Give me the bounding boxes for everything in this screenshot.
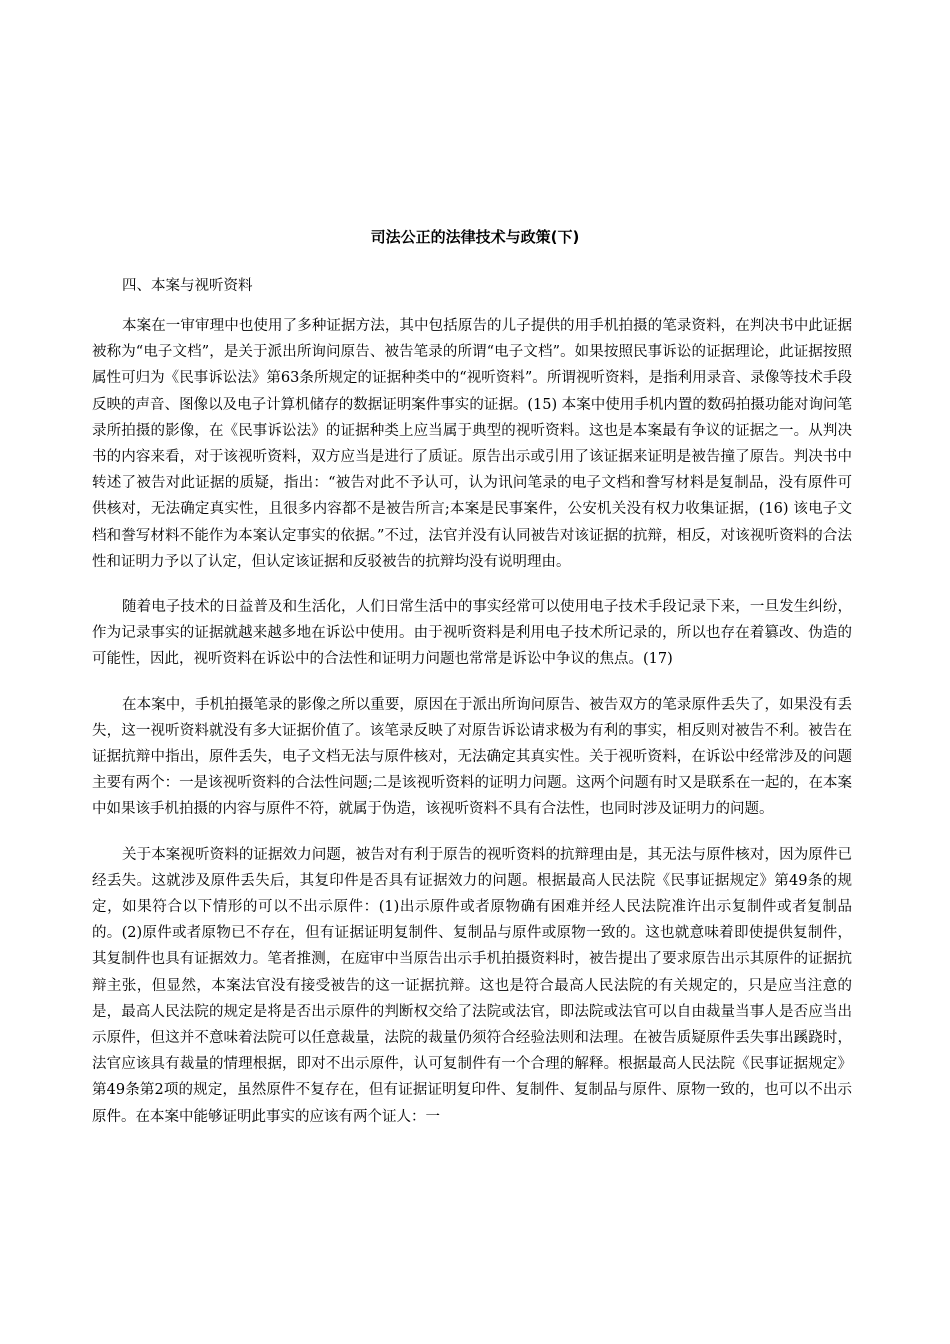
document-title: 司法公正的法律技术与政策(下) (370, 228, 580, 246)
paragraph-1: 本案在一审审理中也使用了多种证据方法，其中包括原告的儿子提供的用手机拍摄的笔录资料，在判决书中此证据被称为“电子文档”，是关于派出所询问原告、被告笔录的所谓“电子文档”。如果按照民事诉讼的证据理论，此证据按照属性可归为《民事诉讼法》第63条所规定的证据种类中的“视听资料”。所谓视听资料，是指利用录音、录像等技术手段反映的声音、图像以及电子计算机储存的数据证明案件事实的证据。(15) 本案中使用手机内置的数码拍摄功能对询问笔录所拍摄的影像，在《民事诉讼法》的证据种类上应当属于典型的视听资料。这也是本案最有争议的证据之一。从判决书的内容来看，对于该视听资料，双方应当是进行了质证。原告出示或引用了该证据来证明是被告撞了原告。判决书中转述了被告对此证据的质疑，指出：“被告对此不予认可，认为讯问笔录的电子文档和誊写材料是复制品，没有原件可供核对，无法确定真实性，且很多内容都不是被告所言;本案是民事案件，公安机关没有权力收集证据，(16) 该电子文档和誊写材料不能作为本案认定事实的依据。”不过，法官并没有认同被告对该证据的抗辩，相反，对该视听资料的合法性和证明力予以了认定，但认定该证据和反驳被告的抗辩均没有说明理由。 (92, 318, 852, 570)
paragraph-3: 在本案中，手机拍摄笔录的影像之所以重要，原因在于派出所询问原告、被告双方的笔录原件丢失了，如果没有丢失，这一视听资料就没有多大证据价值了。该笔录反映了对原告诉讼请求极为有利的事实，相反则对被告不利。被告在证据抗辩中指出，原件丢失，电子文档无法与原件核对，无法确定其真实性。关于视听资料，在诉讼中经常涉及的问题主要有两个：一是该视听资料的合法性问题;二是该视听资料的证明力问题。这两个问题有时又是联系在一起的，在本案中如果该手机拍摄的内容与原件不符，就属于伪造，该视听资料不具有合法性，也同时涉及证明力的问题。 (92, 696, 852, 818)
paragraph-2: 随着电子技术的日益普及和生活化，人们日常生活中的事实经常可以使用电子技术手段记录下来，一旦发生纠纷，作为记录事实的证据就越来越多地在诉讼中使用。由于视听资料是利用电子技术所记录的，所以也存在着篡改、伪造的可能性，因此，视听资料在诉讼中的合法性和证明力问题也常常是诉讼中争议的焦点。(17) (92, 599, 852, 668)
section-heading: 四、本案与视听资料 (122, 278, 253, 294)
document-body (92, 273, 852, 1149)
paragraph-4: 关于本案视听资料的证据效力问题，被告对有利于原告的视听资料的抗辩理由是，其无法与原件核对，因为原件已经丢失。这就涉及原件丢失后，其复印件是否具有证据效力的问题。根据最高人民法院《民事证据规定》第49条的规定，如果符合以下情形的可以不出示原件：(1)出示原件或者原物确有困难并经人民法院准许出示复制件或者复制品的。(2)原件或者原物已不存在，但有证据证明复制件、复制品与原件或原物一致的。这也就意味着即使提供复制件，其复制件也具有证据效力。笔者推测，在庭审中当原告出示手机拍摄资料时，被告提出了要求原告出示其原件的证据抗辩主张，但显然，本案法官没有接受被告的这一证据抗辩。这也是符合最高人民法院的有关规定的，只是应当注意的是，最高人民法院的规定是将是否出示原件的判断权交给了法院或法官，即法院或法官可以自由裁量当事人是否应当出示原件，但这并不意味着法院可以任意裁量，法院的裁量仍须符合经验法则和法理。在被告质疑原件丢失事出蹊跷时，法官应该具有裁量的情理根据，即对不出示原件，认可复制件有一个合理的解释。根据最高人民法院《民事证据规定》第49条第2项的规定，虽然原件不复存在，但有证据证明复印件、复制件、复制品与原件、原物一致的，也可以不出示原件。在本案中能够证明此事实的应该有两个证人：一 (92, 846, 852, 1125)
